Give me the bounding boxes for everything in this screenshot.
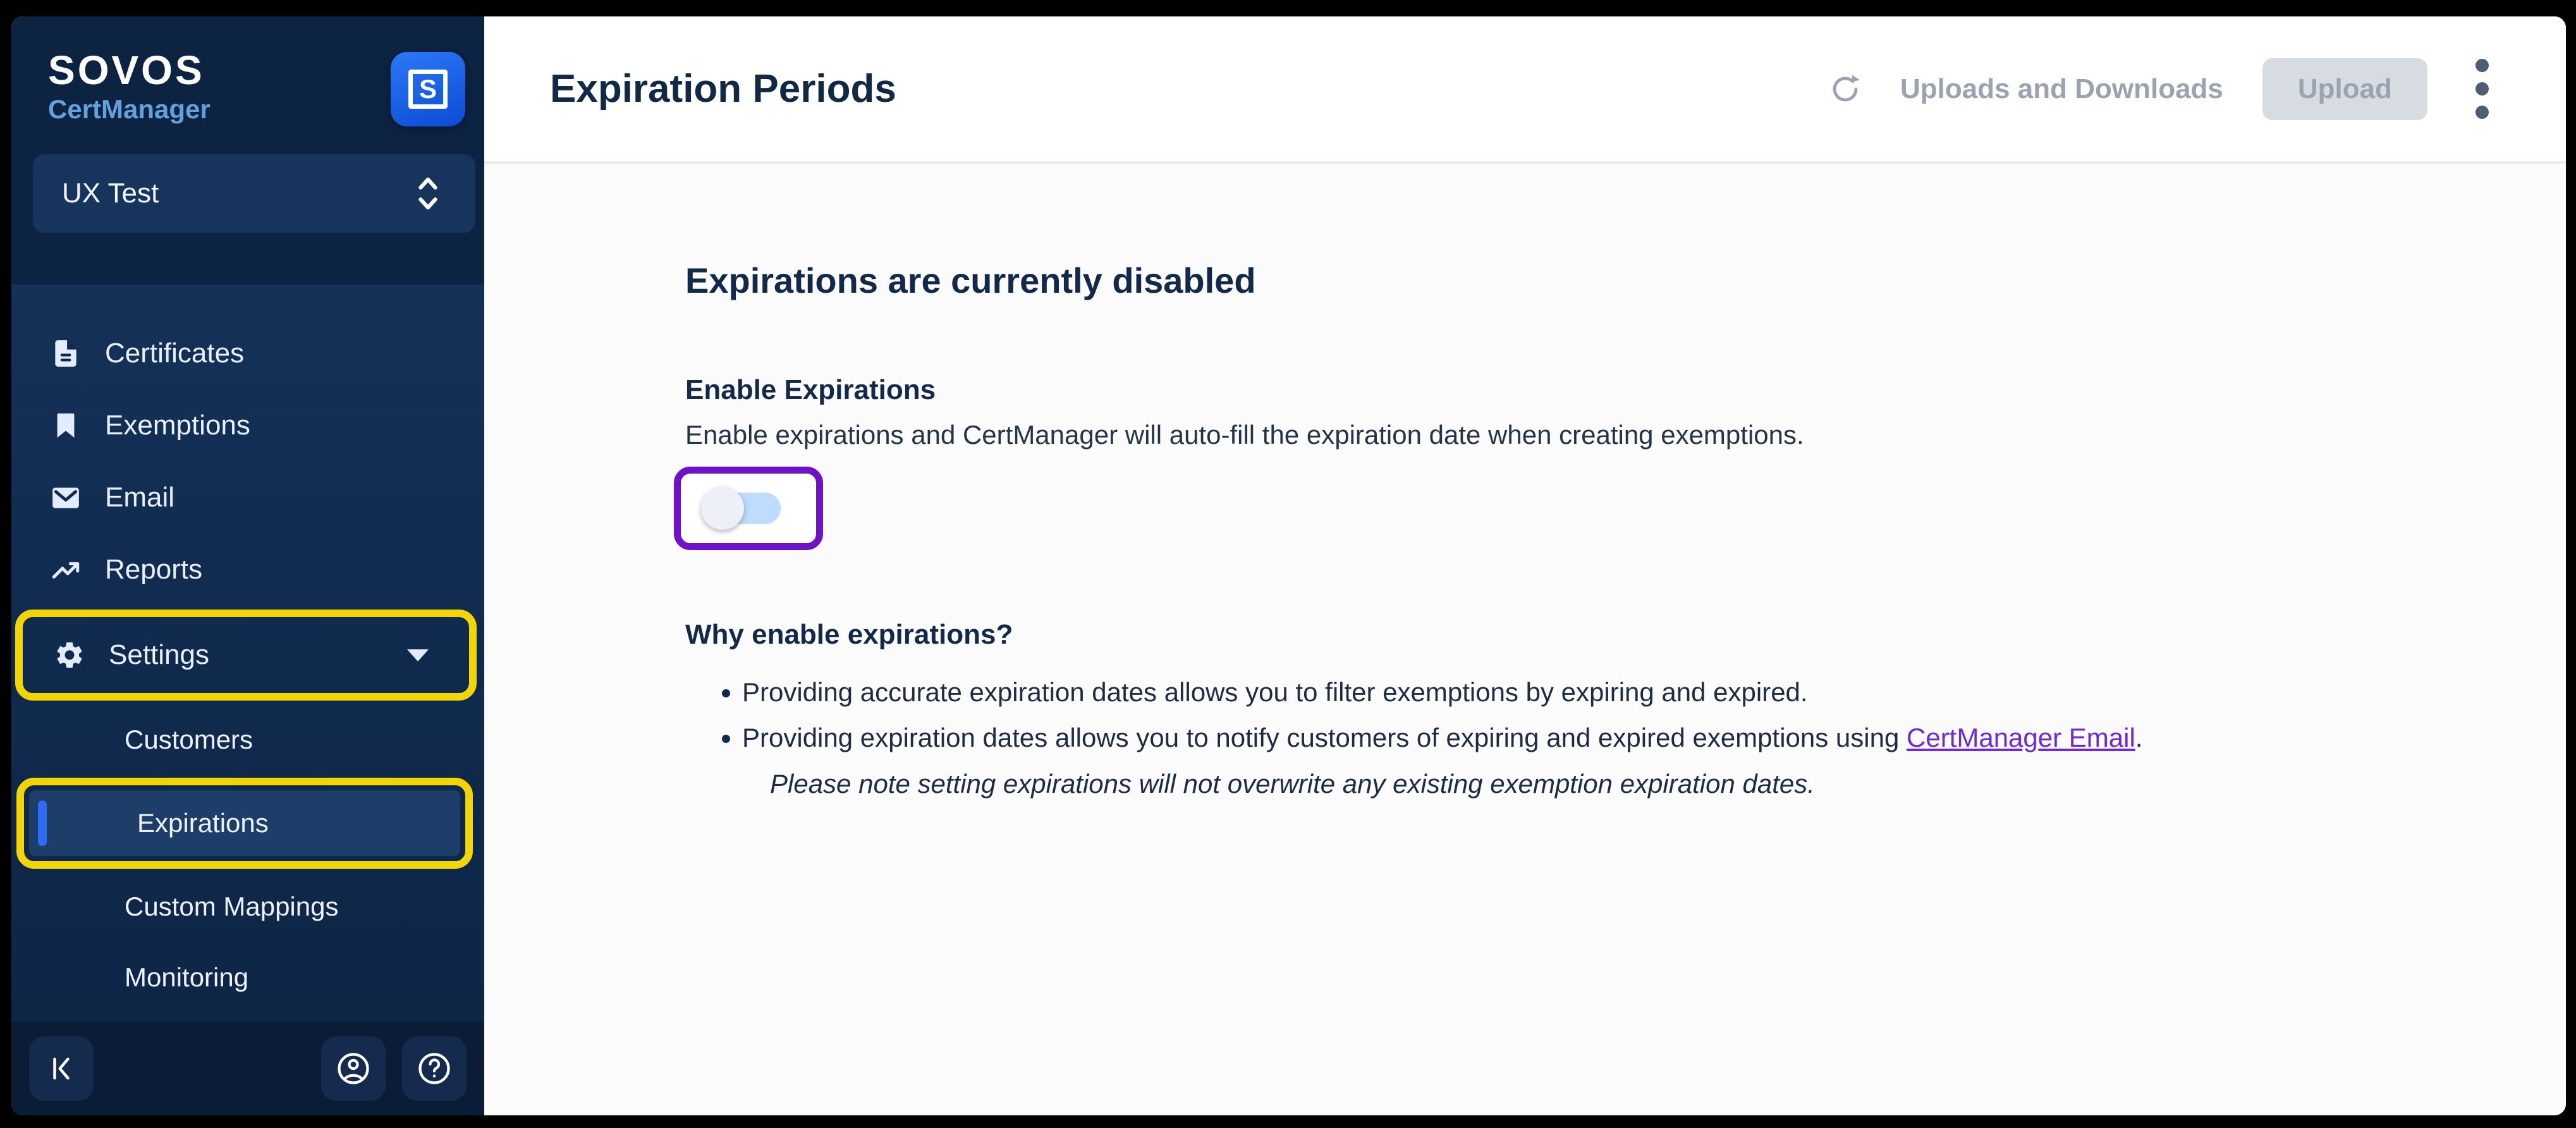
kebab-menu-icon[interactable] [2475,59,2489,119]
bullet-suffix: . [2135,723,2143,753]
org-switcher-label: UX Test [62,178,159,209]
help-icon [415,1050,453,1088]
list-item [742,723,2490,753]
app-window [11,16,2566,1115]
logo-inner-square [408,70,448,109]
enable-expirations-heading: Enable Expirations [685,374,936,405]
sidebar-nav [11,285,484,1022]
sidebar-item-email[interactable] [11,462,484,534]
gear-icon [53,639,86,671]
active-indicator [38,800,47,846]
sidebar-item-settings[interactable] [23,617,469,693]
expirations-note: Please note setting expirations will not overwrite any existing exemption expiration dates. [770,768,1815,799]
bullet-text: Providing accurate expiration dates allows you to filter exemptions by expiring and expired. [742,677,1808,707]
bullet-text: Providing expiration dates allows you to notify customers of expiring and expired exemptions using [742,723,1907,753]
account-button[interactable] [321,1036,386,1101]
certmanager-email-link[interactable]: CertManager Email [1907,723,2135,753]
org-switcher[interactable] [33,154,475,233]
page-header [484,16,2566,164]
sidebar-subitem-label: Expirations [137,808,269,838]
refresh-button[interactable] [1827,71,1864,107]
caret-down-icon [407,649,429,661]
uploads-downloads-link[interactable]: Uploads and Downloads [1900,73,2223,104]
sidebar-item-exemptions[interactable] [11,389,484,462]
refresh-icon [1827,71,1864,107]
toggle-knob[interactable] [701,487,744,530]
why-enable-list [685,677,2490,754]
sidebar-item-label: Reports [105,554,203,585]
sidebar [11,16,484,1115]
list-item [742,677,2490,708]
header-actions [1827,58,2489,120]
sidebar-item-label: Exemptions [105,410,250,441]
document-icon [49,338,82,369]
sidebar-subitem-label: Monitoring [125,962,249,992]
annotation-toggle-highlight [674,467,823,550]
page-title: Expiration Periods [550,67,896,111]
sidebar-subitem-label: Customers [125,725,253,754]
envelope-icon [49,482,82,513]
trend-up-icon [49,554,82,585]
sidebar-footer [11,1022,484,1115]
upload-button[interactable]: Upload [2262,58,2427,120]
brand-logo [11,49,484,126]
sidebar-item-custom-mappings[interactable] [11,871,484,942]
account-icon [334,1050,372,1088]
sidebar-item-monitoring[interactable] [11,942,484,1013]
status-heading: Expirations are currently disabled [685,261,1256,300]
annotation-settings-highlight [15,610,477,701]
collapse-left-icon [44,1051,79,1086]
logo-letter: S [418,74,437,104]
collapse-sidebar-button[interactable] [29,1036,94,1101]
why-enable-heading: Why enable expirations? [685,619,1013,650]
sidebar-item-expirations[interactable] [29,790,460,856]
sidebar-item-reports[interactable] [11,534,484,606]
sidebar-item-label: Settings [109,639,209,670]
sovos-logo-icon [391,52,465,126]
brand-text [48,49,211,125]
sidebar-item-label: Email [105,482,175,513]
sidebar-item-label: Certificates [105,338,245,369]
sidebar-header [11,16,484,285]
page-content [484,164,2566,1115]
sidebar-item-customers[interactable] [11,704,484,775]
annotation-expirations-highlight [16,778,473,869]
enable-expirations-toggle[interactable] [704,493,781,524]
brand-name: SOVOS [48,47,205,93]
help-button[interactable] [402,1036,467,1101]
enable-expirations-description: Enable expirations and CertManager will auto-fill the expiration date when creating exemptions. [685,420,1804,450]
main-area [484,16,2566,1115]
sidebar-item-certificates[interactable] [11,317,484,389]
bookmark-icon [49,411,82,440]
chevron-up-down-icon [410,171,446,216]
product-name: CertManager [48,94,211,125]
sidebar-subitem-label: Custom Mappings [125,892,339,921]
